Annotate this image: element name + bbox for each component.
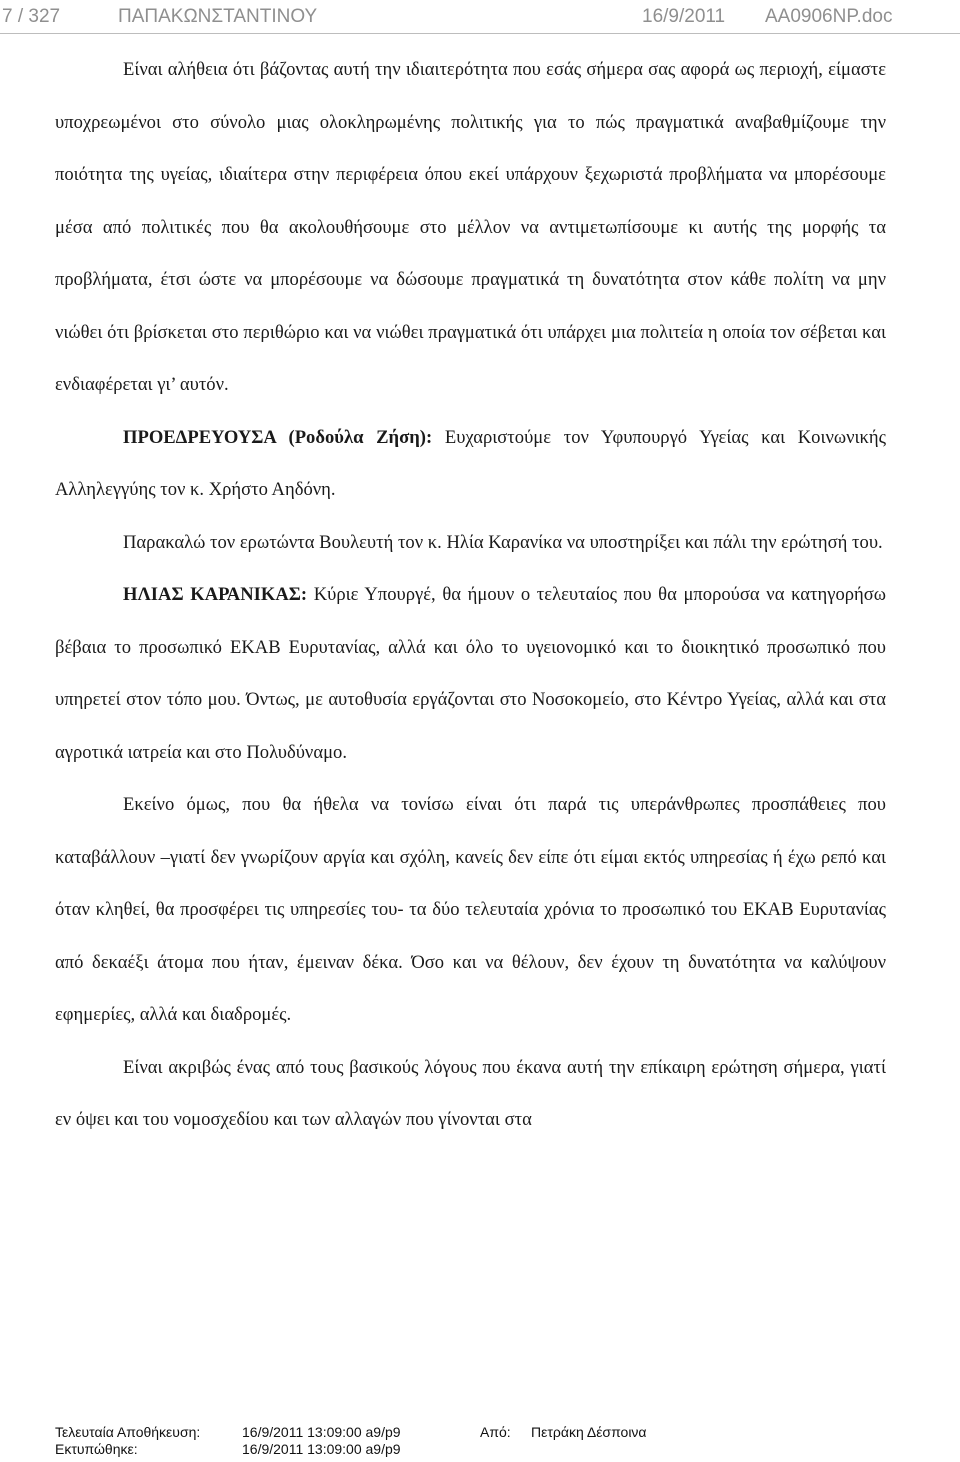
printed-value: 16/9/2011 13:09:00 a9/p9 bbox=[242, 1441, 401, 1457]
speaker-name: ΗΛΙΑΣ ΚΑΡΑΝΙΚΑΣ: bbox=[123, 584, 308, 605]
paragraph-1: Είναι αλήθεια ότι βάζοντας αυτή την ιδιαιτερότητα που εσάς σήμερα σας αφορά ως περιοχή, είμαστε υποχρεωμένοι στο σύνολο μιας ολοκληρωμένης πολιτικής για το πώς πραγματικά αναβαθμίζουμε την ποιότητα της υγείας, ιδιαίτερα στην περιφέρεια όπου εκεί υπάρχουν ξεχωριστά προβλήματα να μπορέσουμε μέσα από πολιτικές που θα ακολουθήσουμε στο μέλλον να αντιμετωπίσουμε κι αυτής της μορφής τα προβλήματα, έτσι ώστε να μπορέσουμε να δώσουμε πραγματικά τη δυνατότητα στον κάθε πολίτη να μην νιώθει ότι βρίσκεται στο περιθώριο και να νιώθει πραγματικά ότι υπάρχει μια πολιτεία η οποία τον σέβεται και ενδιαφέρεται γι’ αυτόν. bbox=[55, 59, 886, 395]
header-filename: AA0906NP.doc bbox=[765, 6, 893, 27]
paragraph-5: Εκείνο όμως, που θα ήθελα να τονίσω είναι ότι παρά τις υπεράνθρωπες προσπάθειες που καταβάλλουν –γιατί δεν γνωρίζουν αργία και σχόλη, κανείς δεν είπε ότι είμαι εκτός υπηρεσίας ή έχω ρεπό και όταν κληθεί, θα προσφέρει τις υπηρεσίες του- τα δύο τελευταία χρόνια το προσωπικό του ΕΚΑΒ Ευρυτανίας από δεκαέξι άτομα που ήταν, έμειναν δέκα. Όσο και να θέλουν, δεν έχουν τη δυνατότητα να καλύψουν εφημερίες, αλλά και διαδρομές. bbox=[55, 794, 886, 1025]
paragraph-2 bbox=[55, 412, 886, 517]
saved-label: Τελευταία Αποθήκευση: bbox=[55, 1424, 201, 1440]
printed-label: Εκτυπώθηκε: bbox=[55, 1441, 138, 1457]
speech-text: Κύριε Υπουργέ, θα ήμουν ο τελευταίος που θα μπορούσα να κατηγορήσω βέβαια το προσωπικό ΕΚΑΒ Ευρυτανίας, αλλά και όλο το υγειονομικό και το διοικητικό προσωπικό που υπηρετεί στον τόπο μου. Όντως, με αυτοθυσία εργάζονται στο Νοσοκομείο, στο Κέντρο Υγείας, αλλά και στα αγροτικά ιατρεία και στο Πολυδύναμο. bbox=[55, 584, 887, 763]
paragraph-3: Παρακαλώ τον ερωτώντα Βουλευτή τον κ. Ηλία Καρανίκα να υποστηρίξει και πάλι την ερώτησή του. bbox=[123, 531, 883, 553]
speech-text: Ευχαριστούμε τον Υφυπουργό Υγείας και Κοινωνικής Αλληλεγγύης τον κ. Χρήστο Αηδόνη. bbox=[55, 426, 886, 500]
page-footer bbox=[55, 1424, 935, 1458]
header-date: 16/9/2011 bbox=[642, 6, 726, 27]
speaker-name: ΠΡΟΕΔΡΕΥΟΥΣΑ (Ροδούλα Ζήση): bbox=[123, 426, 433, 448]
paragraph-6: Είναι ακριβώς ένας από τους βασικούς λόγους που έκανα αυτή την επίκαιρη ερώτηση σήμερα, γιατί εν όψει και του νομοσχεδίου και των αλλαγών που γίνονται στα bbox=[55, 1056, 886, 1130]
from-label: Από: bbox=[480, 1424, 511, 1440]
page-counter: 7 / 327 bbox=[2, 6, 61, 27]
footer-saved-row bbox=[55, 1424, 935, 1441]
footer-printed-row bbox=[55, 1441, 935, 1458]
page-header bbox=[0, 0, 960, 34]
saved-value: 16/9/2011 13:09:00 a9/p9 bbox=[242, 1424, 401, 1440]
from-value: Πετράκη Δέσποινα bbox=[531, 1424, 647, 1440]
header-divider bbox=[0, 33, 960, 34]
header-author: ΠΑΠΑΚΩΝΣΤΑΝΤΙΝΟΥ bbox=[118, 6, 318, 27]
paragraph-4 bbox=[55, 569, 886, 779]
document-body bbox=[55, 44, 886, 1147]
